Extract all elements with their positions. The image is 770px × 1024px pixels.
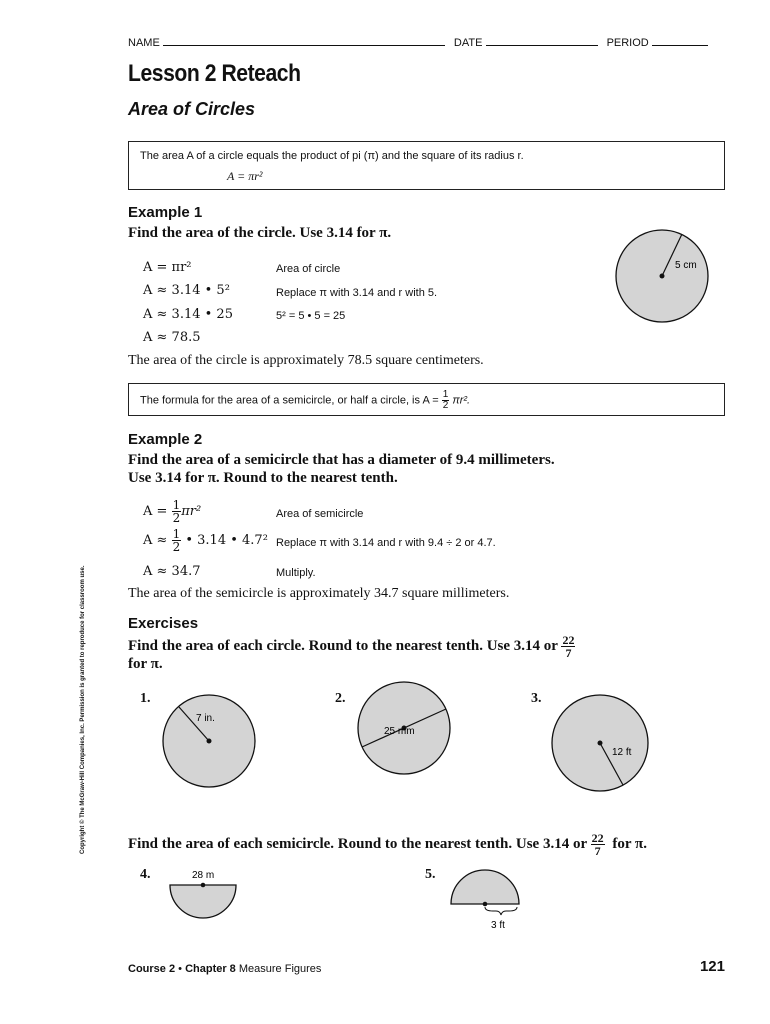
- example2-step2-fraction: [172, 528, 182, 553]
- example2-step2-note: Replace π with 3.14 and r with 9.4 ÷ 2 or 4.7.: [276, 537, 496, 549]
- page-subtitle: Area of Circles: [128, 99, 256, 119]
- exercise5-center-dot: [483, 902, 488, 907]
- example1-step3-note: 5² = 5 • 5 = 25: [276, 310, 346, 322]
- example1-conclusion: The area of the circle is approximately 78.5 square centimeters.: [128, 353, 484, 368]
- example2-step3-eq: A ≈ 34.7: [143, 564, 201, 579]
- example2-prompt-line2: Use 3.14 for π. Round to the nearest tenth.: [128, 470, 398, 486]
- footer-chapter-title: Measure Figures: [238, 963, 322, 975]
- date-blank[interactable]: [486, 34, 598, 46]
- example1-step1-note: Area of circle: [276, 263, 341, 275]
- exercise5-brace: [485, 907, 517, 915]
- exercise3-figure: [550, 692, 650, 796]
- exercise3-number: 3.: [531, 691, 542, 706]
- footer-bullet: •: [178, 963, 182, 975]
- semicircle-rule-tail: πr².: [452, 394, 471, 407]
- exercises-fraction: [561, 634, 575, 659]
- example1-prompt: Find the area of the circle. Use 3.14 for π.: [128, 225, 392, 241]
- semicircle-frac-num: 1: [442, 389, 449, 400]
- exercise1-center-dot: [207, 739, 212, 744]
- exercises-prompt-a: Find the area of each circle. Round to the nearest tenth. Use 3.14 or: [128, 637, 558, 654]
- exercise3-center-dot: [598, 741, 603, 746]
- exercise2-figure: [356, 680, 456, 780]
- exercise2-number: 2.: [335, 691, 346, 706]
- exercises-label: Exercises: [128, 615, 199, 632]
- exercise1-figure: [160, 692, 260, 792]
- example1-radius-label: 5 cm: [675, 260, 697, 271]
- example2-step1-note: Area of semicircle: [276, 508, 364, 520]
- exercise2-label: 25 mm: [384, 726, 415, 737]
- header-line: [128, 34, 728, 49]
- example2-step1-eq: [143, 499, 201, 524]
- example2-step1-rhs: πr²: [181, 504, 202, 519]
- date-label: DATE: [453, 37, 483, 49]
- exercises-prompt-b: for π.: [128, 656, 163, 672]
- semicircle-rule-box: [128, 383, 725, 416]
- example1-center-dot: [660, 274, 665, 279]
- exercise1-label: 7 in.: [196, 713, 215, 724]
- exercise1-number: 1.: [140, 691, 151, 706]
- area-rule-box: [128, 141, 725, 190]
- semi-prompt-fraction: [591, 832, 605, 857]
- footer-chapter: Chapter 8: [185, 963, 236, 975]
- footer-course: Course 2: [128, 963, 176, 975]
- exercise4-semicircle: [170, 885, 236, 918]
- period-blank[interactable]: [652, 34, 708, 46]
- example1-label: Example 1: [128, 204, 203, 221]
- example2-prompt-line1: Find the area of a semicircle that has a diameter of 9.4 millimeters.: [128, 452, 555, 468]
- example2-step1-fraction: [172, 499, 182, 524]
- exercise4-figure: [166, 866, 242, 926]
- example2-step2-lhs: A ≈: [143, 533, 168, 548]
- copyright-notice: Copyright © The McGraw-Hill Companies, Inc. Permission is granted to reproduce for classroom use.: [80, 565, 86, 854]
- example2-step2-rhs: • 3.14 • 4.7²: [185, 533, 268, 548]
- semi-prompt-b: for π.: [612, 835, 647, 852]
- semi-prompt-a: Find the area of each semicircle. Round to the nearest tenth. Use 3.14 or: [128, 835, 587, 852]
- semicircle-rule-fraction: [442, 390, 450, 411]
- exercise4-number: 4.: [140, 867, 151, 882]
- example1-step2-note: Replace π with 3.14 and r with 5.: [276, 287, 438, 299]
- exercise3-label: 12 ft: [612, 747, 632, 758]
- semi-frac-num: 22: [591, 831, 604, 845]
- semi-frac-den: 7: [594, 844, 601, 858]
- semicircle-rule-line: [140, 390, 470, 411]
- example2-step1-lhs: A =: [143, 504, 168, 519]
- example1-step4-eq: A ≈ 78.5: [143, 330, 201, 345]
- exercise5-label: 3 ft: [491, 920, 505, 931]
- example1-step1-eq: A = πr²: [143, 260, 192, 275]
- name-blank[interactable]: [163, 34, 445, 46]
- semicircle-rule-text: The formula for the area of a semicircle, or half a circle, is A =: [140, 394, 439, 407]
- example1-step3-eq: A ≈ 3.14 • 25: [143, 307, 233, 322]
- semicircle-exercises-prompt: [128, 832, 647, 857]
- exercise5-figure: [446, 868, 524, 934]
- example2-step3-note: Multiply.: [276, 567, 316, 579]
- exercises-frac-den: 7: [565, 646, 572, 660]
- area-rule-text: The area A of a circle equals the product of pi (π) and the square of its radius r.: [140, 150, 524, 162]
- exercises-frac-num: 22: [562, 633, 575, 647]
- example1-circle-figure: [612, 226, 712, 326]
- example2-step2-eq: [143, 528, 268, 553]
- exercises-prompt-line1: [128, 634, 575, 659]
- exercise5-number: 5.: [425, 867, 436, 882]
- example2-step2-den: 2: [172, 540, 181, 554]
- period-label: PERIOD: [606, 37, 649, 49]
- example2-step2-num: 1: [172, 527, 181, 541]
- area-rule-formula: A = πr²: [227, 169, 263, 183]
- page-title: Lesson 2 Reteach: [128, 60, 301, 87]
- name-label: NAME: [128, 37, 160, 49]
- exercise4-center-dot: [201, 883, 206, 888]
- exercise5-semicircle: [451, 870, 519, 904]
- exercise4-label: 28 m: [192, 870, 215, 881]
- semicircle-frac-den: 2: [442, 400, 449, 411]
- example2-conclusion: The area of the semicircle is approximately 34.7 square millimeters.: [128, 586, 510, 601]
- example2-step1-num: 1: [172, 498, 181, 512]
- footer-course-info: [128, 963, 321, 975]
- page-number: 121: [699, 958, 725, 975]
- example2-label: Example 2: [128, 431, 203, 448]
- example1-step2-eq: A ≈ 3.14 • 5²: [143, 283, 230, 298]
- example2-step1-den: 2: [172, 511, 181, 525]
